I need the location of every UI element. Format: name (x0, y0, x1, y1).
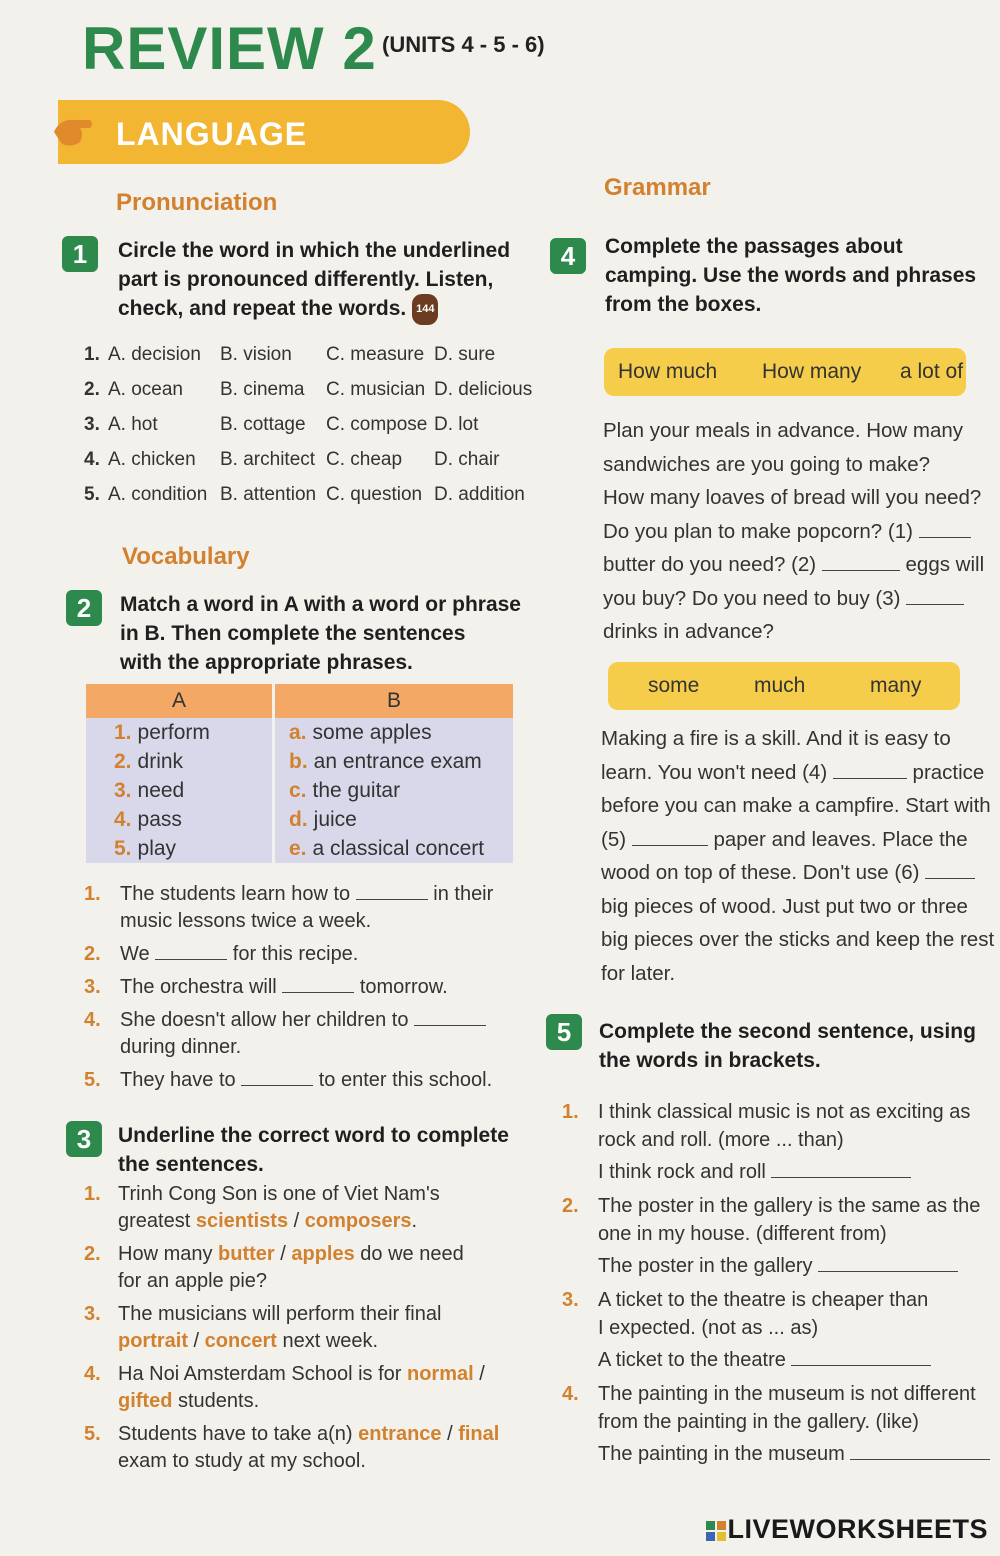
passage-line: (5) paper and leaves. Place the (601, 827, 968, 851)
option-b[interactable]: B. vision (220, 344, 292, 365)
table-row (86, 776, 515, 805)
option-row (84, 414, 544, 444)
word-option: How much (618, 360, 718, 383)
page-subtitle: (UNITS 4 - 5 - 6) (382, 32, 545, 57)
exercise-1-instruction: Circle the word in which the underlined part is pronounced differently. Listen, check, and repeat the words. 144 (118, 236, 538, 325)
option-a[interactable]: A. decision (108, 344, 201, 365)
answer-blank[interactable] (356, 883, 428, 900)
column-b-header: B (274, 684, 515, 718)
passage-line: Making a fire is a skill. And it is easy to (601, 727, 951, 750)
sentence-item: 4. She doesn't allow her children to during dinner. (84, 1007, 524, 1061)
word-option: some (648, 674, 700, 697)
vocabulary-heading: Vocabulary (122, 543, 250, 570)
word-choice[interactable]: entrance (358, 1423, 442, 1445)
column-a-cell: 5. play (86, 834, 274, 863)
passage-line: wood on top of these. Don't use (6) (601, 856, 993, 890)
passage-line: drinks in advance? (603, 620, 774, 643)
word-choice[interactable]: concert (204, 1330, 277, 1352)
answer-blank[interactable] (919, 521, 971, 538)
passage-2 (601, 722, 993, 990)
option-c[interactable]: C. compose (326, 414, 428, 435)
column-a-header: A (86, 684, 274, 718)
grammar-heading: Grammar (604, 174, 711, 201)
word-choice[interactable]: apples (291, 1243, 355, 1265)
option-a[interactable]: A. ocean (108, 379, 183, 400)
exercise-2-instruction: Match a word in A with a word or phrase in B. Then complete the sentences with the appropriate phrases. (120, 593, 521, 674)
passage-line: butter do you need? (2) eggs will (603, 553, 985, 576)
row-number: 1. (84, 344, 100, 365)
sentence-item: 1. The students learn how to in their music lessons twice a week. (84, 883, 494, 932)
answer-blank[interactable] (906, 588, 964, 605)
answer-blank[interactable] (282, 976, 354, 993)
word-choice[interactable]: scientists (195, 1210, 289, 1232)
sentence-item: 5. They have to to enter this school. (84, 1069, 493, 1091)
exercise-number-3: 3 (66, 1121, 102, 1157)
exercise-5-item: 4. The painting in the museum is not different from the painting in the gallery. (like) The painting in the museum (562, 1380, 992, 1468)
section-banner-label: LANGUAGE (116, 116, 308, 152)
matching-table (86, 684, 516, 863)
column-b-cell: d. juice (274, 805, 515, 834)
option-c[interactable]: C. cheap (326, 449, 403, 470)
table-row (86, 834, 515, 863)
option-b[interactable]: B. cinema (220, 379, 305, 400)
passage-line: before you can make a campfire. Start with (601, 794, 991, 817)
exercise-number-4: 4 (550, 238, 586, 274)
option-d[interactable]: D. chair (434, 449, 500, 470)
exercise-3-item: 5. Students have to take a(n) entrance / final exam to study at my school. (84, 1423, 500, 1472)
exercise-3-items (84, 1181, 524, 1481)
answer-blank[interactable] (818, 1255, 958, 1272)
liveworksheets-logo: LIVEWORKSHEETS (705, 1514, 988, 1545)
word-choice[interactable]: gifted (118, 1390, 173, 1412)
word-choice[interactable]: butter (218, 1243, 275, 1265)
word-box-1 (604, 348, 966, 396)
exercise-4-instruction: Complete the passages about camping. Use the words and phrases from the boxes. (605, 235, 977, 316)
answer-blank[interactable] (791, 1349, 931, 1366)
word-choice[interactable]: final (458, 1423, 500, 1445)
exercise-number-1: 1 (62, 236, 98, 272)
sentence-item: 3. The orchestra will tomorrow. (84, 976, 448, 998)
exercise-3-instruction: Underline the correct word to complete the sentences. (118, 1124, 509, 1176)
option-row (84, 484, 544, 514)
option-row (84, 344, 544, 374)
word-option: much (754, 674, 806, 697)
option-d[interactable]: D. addition (434, 484, 525, 505)
word-choice[interactable]: normal (407, 1363, 474, 1385)
sentence-item: 2. We for this recipe. (84, 943, 359, 965)
row-number: 5. (84, 484, 100, 505)
passage-line: How many loaves of bread will you need? (603, 486, 982, 509)
answer-blank[interactable] (241, 1069, 313, 1086)
exercise-number-5: 5 (546, 1014, 582, 1050)
column-a-cell: 1. perform (86, 718, 274, 747)
exercise-3-item: 3. The musicians will perform their final portrait / concert next week. (84, 1303, 442, 1352)
answer-blank[interactable] (771, 1161, 911, 1178)
audio-track-icon[interactable]: 144 (412, 294, 438, 325)
passage-line: Plan your meals in advance. How many (603, 419, 964, 442)
passage-line: for later. (601, 961, 676, 985)
column-b-cell: c. the guitar (274, 776, 515, 805)
answer-blank[interactable] (850, 1443, 990, 1460)
passage-line: you buy? Do you need to buy (3) (603, 582, 988, 616)
column-b-cell: b. an entrance exam (274, 747, 515, 776)
column-b-cell: e. a classical concert (274, 834, 515, 863)
row-number: 2. (84, 379, 100, 400)
answer-blank[interactable] (155, 943, 227, 960)
pronunciation-heading: Pronunciation (116, 189, 278, 216)
word-box-2 (608, 662, 960, 710)
pointing-hand-icon (50, 112, 94, 152)
exercise-5-instruction: Complete the second sentence, using the words in brackets. (599, 1020, 976, 1072)
word-option: many (870, 674, 922, 697)
passage-line: big pieces of wood. Just put two or three (601, 894, 968, 918)
option-d[interactable]: D. lot (434, 414, 479, 435)
passage-1 (603, 414, 988, 649)
answer-blank[interactable] (414, 1009, 486, 1026)
exercise-5-item: 2. The poster in the gallery is the same as the one in my house. (different from) The poster in the gallery (562, 1195, 981, 1277)
row-number: 3. (84, 414, 100, 435)
word-choice[interactable]: composers (304, 1210, 412, 1232)
passage-line: sandwiches are you going to make? (603, 452, 931, 476)
option-c[interactable]: C. question (326, 484, 423, 505)
passage-line: learn. You won't need (4) practice (601, 760, 985, 784)
option-a[interactable]: A. chicken (108, 449, 196, 470)
table-row (86, 805, 515, 834)
passage-line: Do you plan to make popcorn? (1) (603, 515, 988, 549)
table-row (86, 747, 515, 776)
option-row (84, 449, 544, 479)
answer-blank[interactable] (632, 829, 708, 846)
column-a-cell: 2. drink (86, 747, 274, 776)
option-a[interactable]: A. hot (108, 414, 158, 435)
option-d[interactable]: D. sure (434, 344, 496, 365)
answer-blank[interactable] (822, 554, 900, 571)
row-number: 4. (84, 449, 100, 470)
passage-line: big pieces over the sticks and keep the rest (601, 928, 995, 951)
option-c[interactable]: C. measure (326, 344, 425, 365)
option-b[interactable]: B. architect (220, 449, 316, 470)
exercise-5-item: 1. I think classical music is not as exciting as rock and roll. (more ... than) I think rock and roll (562, 1101, 971, 1183)
exercise-5-items (562, 1098, 992, 1474)
option-d[interactable]: D. delicious (434, 379, 533, 400)
option-b[interactable]: B. cottage (220, 414, 306, 435)
page-title: REVIEW 2 (82, 15, 377, 82)
word-option: a lot of (900, 360, 964, 383)
option-b[interactable]: B. attention (220, 484, 317, 505)
exercise-2-sentences (84, 881, 524, 1100)
exercise-3-item: 4. Ha Noi Amsterdam School is for normal / gifted students. (84, 1363, 485, 1412)
option-a[interactable]: A. condition (108, 484, 208, 505)
option-c[interactable]: C. musician (326, 379, 426, 400)
table-row (86, 718, 515, 747)
option-row (84, 379, 544, 409)
exercise-3-item: 1. Trinh Cong Son is one of Viet Nam's greatest scientists / composers. (84, 1183, 440, 1232)
answer-blank[interactable] (925, 862, 975, 879)
exercise-5-item: 3. A ticket to the theatre is cheaper than I expected. (not as ... as) A ticket to the theatre (562, 1286, 992, 1374)
word-choice[interactable]: portrait (118, 1330, 188, 1352)
exercise-number-2: 2 (66, 590, 102, 626)
exercise-3-item: 2. How many butter / apples do we need for an apple pie? (84, 1243, 464, 1292)
answer-blank[interactable] (833, 762, 907, 779)
column-b-cell: a. some apples (274, 718, 515, 747)
column-a-cell: 4. pass (86, 805, 274, 834)
word-option: How many (762, 360, 862, 383)
column-a-cell: 3. need (86, 776, 274, 805)
logo-squares-icon (705, 1520, 727, 1542)
